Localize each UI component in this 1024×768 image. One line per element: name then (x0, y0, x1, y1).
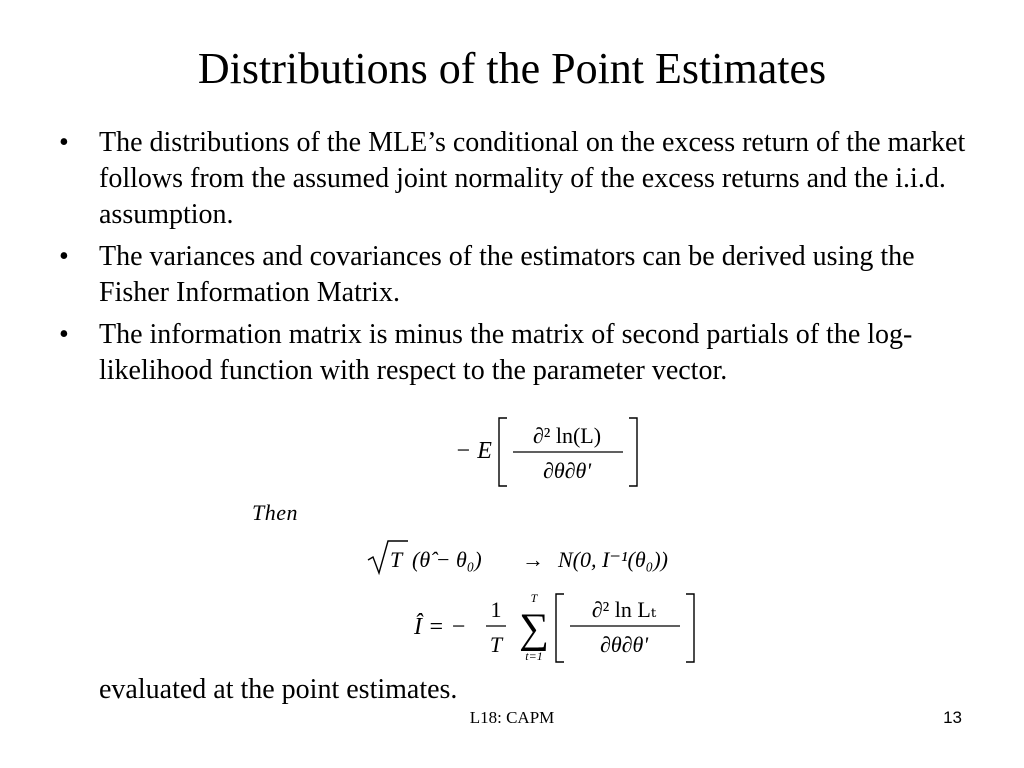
fraction-denominator: ∂θ∂θ' (599, 632, 649, 657)
bullet-text: The distributions of the MLE’s conditional on the excess return of the market follows from the assumed joint normality of the excess returns and the i.i.d. assumption. (99, 127, 966, 230)
right-bracket (686, 594, 694, 662)
bullet-marker: • (59, 319, 69, 350)
normal-distribution: N(0, I⁻¹(θ₀)) (558, 547, 668, 572)
bullet-text: The variances and covariances of the estimators can be derived using the Fisher Information Matrix. (99, 241, 915, 308)
slide-title: Distributions of the Point Estimates (197, 44, 827, 93)
sum-lower-limit: t=1 (525, 649, 543, 663)
bullet-item (57, 239, 987, 311)
sqrt-argument: T (390, 547, 403, 572)
bullet-item (57, 317, 987, 389)
right-bracket (629, 418, 637, 486)
estimator-formula (410, 588, 710, 666)
scale-denominator: T (489, 632, 503, 657)
fraction-numerator: ∂² ln Lₜ (591, 597, 657, 622)
closing-text: evaluated at the point estimates. (99, 674, 458, 705)
fraction-denominator: ∂θ∂θ' (542, 458, 592, 483)
minus-expectation: − E (455, 438, 492, 464)
bullet-text: The information matrix is minus the matrix of second partials of the log-likelihood function with respect to the parameter vector. (99, 319, 913, 386)
fraction-numerator: ∂² ln(L) (532, 423, 602, 448)
summation-sign: ∑ (519, 606, 549, 652)
footer-lecture-label: L18: CAPM (469, 708, 555, 727)
estimator-lhs: Î = − (414, 614, 467, 640)
left-bracket (556, 594, 564, 662)
then-label: Then (252, 500, 298, 525)
information-matrix-formula (445, 412, 655, 492)
estimation-error: (θ̂ − θ₀) (412, 547, 482, 572)
bullet-list (57, 125, 987, 395)
footer-page-number: 13 (943, 708, 962, 727)
sum-upper-limit: T (530, 591, 538, 605)
bullet-item (57, 125, 987, 233)
bullet-marker: • (59, 127, 69, 158)
bullet-marker: • (59, 241, 69, 272)
convergence-arrow: → (522, 547, 544, 572)
asymptotic-distribution-formula (366, 536, 746, 580)
left-bracket (499, 418, 507, 486)
scale-numerator: 1 (490, 597, 502, 622)
